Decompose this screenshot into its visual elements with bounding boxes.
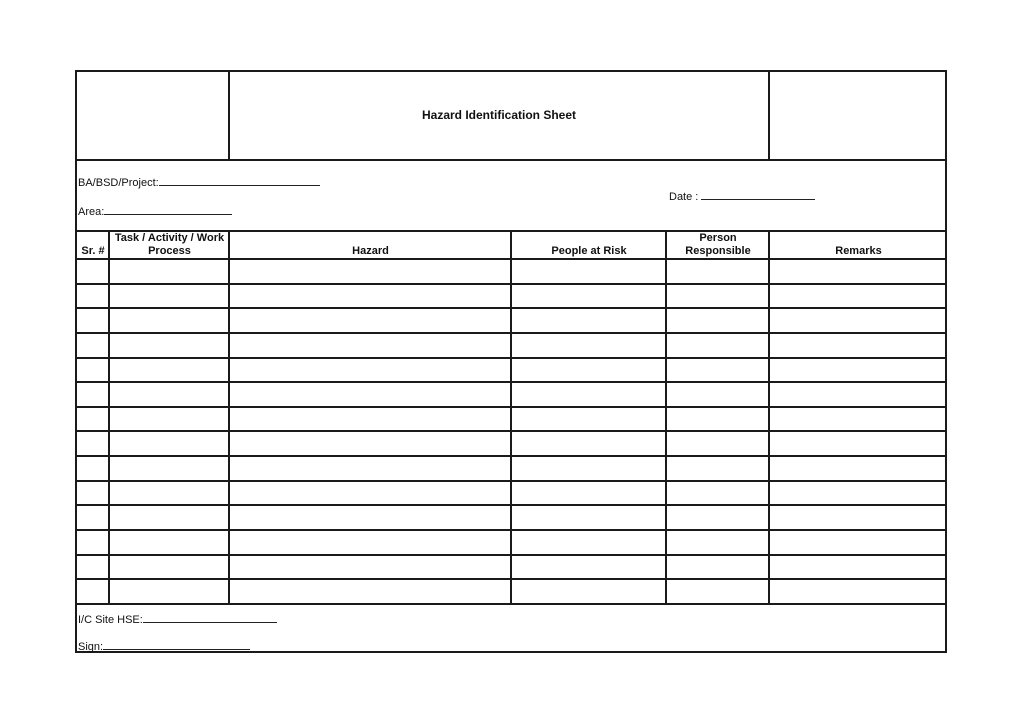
table-cell-hazard[interactable] [230, 260, 510, 282]
table-cell-task[interactable] [110, 383, 228, 405]
table-cell-sr[interactable] [77, 383, 108, 405]
page-title: Hazard Identification Sheet [421, 108, 577, 122]
table-cell-remarks[interactable] [770, 556, 945, 578]
table-cell-people[interactable] [512, 580, 665, 602]
area-field[interactable] [78, 204, 232, 218]
table-cell-task[interactable] [110, 309, 228, 331]
column-header-person-responsible: Person Responsible [685, 232, 751, 257]
table-cell-person[interactable] [667, 334, 768, 356]
table-bottom-rule [75, 603, 947, 605]
table-cell-person[interactable] [667, 432, 768, 454]
column-header-sr: Sr. # [81, 245, 105, 257]
hse-input[interactable] [143, 612, 277, 623]
table-cell-sr[interactable] [77, 457, 108, 479]
table-cell-hazard[interactable] [230, 580, 510, 602]
table-cell-person[interactable] [667, 531, 768, 553]
table-cell-hazard[interactable] [230, 531, 510, 553]
logo-box-right [770, 72, 945, 159]
table-cell-hazard[interactable] [230, 334, 510, 356]
table-cell-people[interactable] [512, 334, 665, 356]
table-cell-task[interactable] [110, 334, 228, 356]
sign-label: Sign: [78, 641, 104, 653]
table-cell-people[interactable] [512, 556, 665, 578]
table-cell-remarks[interactable] [770, 334, 945, 356]
table-cell-hazard[interactable] [230, 506, 510, 528]
date-input[interactable] [701, 189, 815, 200]
project-field[interactable] [78, 175, 320, 189]
area-input[interactable] [104, 204, 232, 215]
table-cell-person[interactable] [667, 580, 768, 602]
table-cell-sr[interactable] [77, 309, 108, 331]
table-cell-people[interactable] [512, 432, 665, 454]
table-cell-remarks[interactable] [770, 580, 945, 602]
table-cell-person[interactable] [667, 359, 768, 381]
table-cell-people[interactable] [512, 260, 665, 282]
column-header-remarks: Remarks [835, 245, 882, 257]
table-cell-task[interactable] [110, 359, 228, 381]
table-cell-sr[interactable] [77, 531, 108, 553]
column-header-task: Task / Activity / Work Process [114, 232, 225, 257]
table-cell-sr[interactable] [77, 432, 108, 454]
table-cell-sr[interactable] [77, 260, 108, 282]
column-header-hazard: Hazard [352, 245, 389, 257]
table-cell-person[interactable] [667, 506, 768, 528]
table-cell-remarks[interactable] [770, 531, 945, 553]
table-cell-person[interactable] [667, 285, 768, 307]
table-cell-sr[interactable] [77, 408, 108, 430]
table-cell-task[interactable] [110, 432, 228, 454]
table-cell-hazard[interactable] [230, 309, 510, 331]
table-cell-remarks[interactable] [770, 309, 945, 331]
table-cell-person[interactable] [667, 260, 768, 282]
table-cell-sr[interactable] [77, 580, 108, 602]
table-cell-person[interactable] [667, 482, 768, 504]
table-cell-task[interactable] [110, 531, 228, 553]
table-cell-person[interactable] [667, 383, 768, 405]
table-cell-task[interactable] [110, 285, 228, 307]
table-cell-task[interactable] [110, 457, 228, 479]
table-cell-remarks[interactable] [770, 457, 945, 479]
project-label: BA/BSD/Project: [78, 177, 159, 189]
table-cell-remarks[interactable] [770, 285, 945, 307]
table-cell-remarks[interactable] [770, 432, 945, 454]
table-cell-people[interactable] [512, 359, 665, 381]
table-cell-remarks[interactable] [770, 482, 945, 504]
table-cell-task[interactable] [110, 482, 228, 504]
table-cell-task[interactable] [110, 556, 228, 578]
table-cell-person[interactable] [667, 457, 768, 479]
table-cell-remarks[interactable] [770, 359, 945, 381]
table-cell-task[interactable] [110, 260, 228, 282]
table-cell-hazard[interactable] [230, 408, 510, 430]
table-cell-people[interactable] [512, 309, 665, 331]
table-cell-people[interactable] [512, 383, 665, 405]
table-cell-hazard[interactable] [230, 482, 510, 504]
table-cell-person[interactable] [667, 556, 768, 578]
hse-field[interactable] [78, 612, 277, 626]
table-cell-task[interactable] [110, 580, 228, 602]
table-cell-hazard[interactable] [230, 432, 510, 454]
table-cell-sr[interactable] [77, 482, 108, 504]
date-field[interactable] [669, 189, 815, 203]
table-cell-remarks[interactable] [770, 383, 945, 405]
sign-input[interactable] [103, 639, 250, 650]
table-cell-person[interactable] [667, 408, 768, 430]
column-header-people-at-risk: People at Risk [551, 245, 627, 257]
table-cell-people[interactable] [512, 482, 665, 504]
hse-label: I/C Site HSE: [78, 614, 143, 626]
table-cell-hazard[interactable] [230, 556, 510, 578]
table-cell-sr[interactable] [77, 359, 108, 381]
table-cell-people[interactable] [512, 408, 665, 430]
table-cell-hazard[interactable] [230, 359, 510, 381]
table-cell-hazard[interactable] [230, 457, 510, 479]
table-cell-hazard[interactable] [230, 285, 510, 307]
table-cell-person[interactable] [667, 309, 768, 331]
table-cell-people[interactable] [512, 285, 665, 307]
table-cell-people[interactable] [512, 506, 665, 528]
project-input[interactable] [159, 175, 320, 186]
table-cell-hazard[interactable] [230, 383, 510, 405]
table-cell-people[interactable] [512, 457, 665, 479]
table-cell-sr[interactable] [77, 334, 108, 356]
table-cell-remarks[interactable] [770, 408, 945, 430]
logo-box-left [77, 72, 228, 159]
table-cell-sr[interactable] [77, 285, 108, 307]
table-cell-remarks[interactable] [770, 260, 945, 282]
table-cell-task[interactable] [110, 506, 228, 528]
table-cell-task[interactable] [110, 408, 228, 430]
table-cell-remarks[interactable] [770, 506, 945, 528]
table-cell-sr[interactable] [77, 556, 108, 578]
table-cell-sr[interactable] [77, 506, 108, 528]
sign-field[interactable] [78, 639, 250, 653]
date-label: Date : [669, 191, 699, 203]
area-label: Area: [78, 206, 105, 218]
table-cell-people[interactable] [512, 531, 665, 553]
